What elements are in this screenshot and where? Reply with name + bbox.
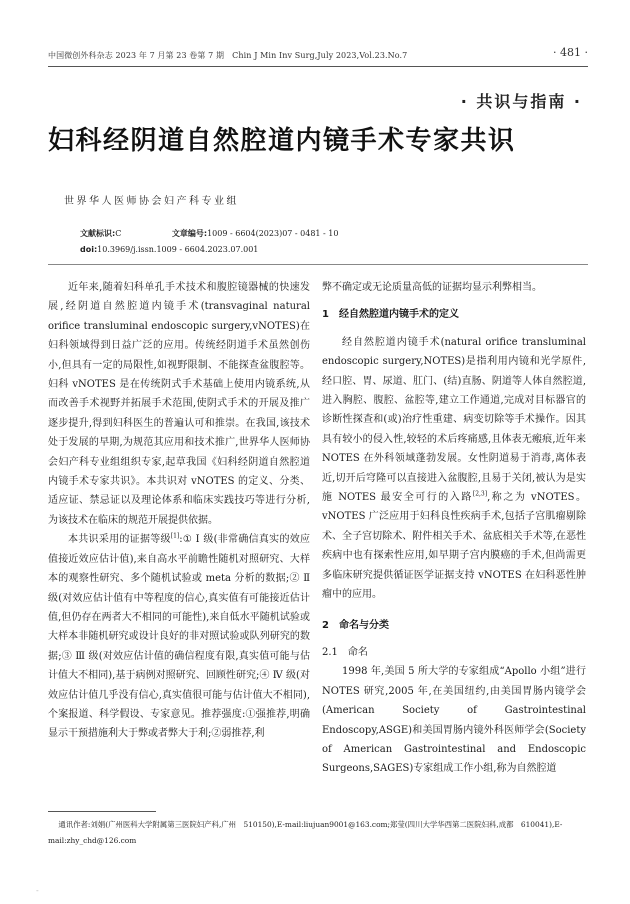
section-heading-2: 2 命名与分类 [322,619,389,631]
corresponding-author-footnote [48,817,588,849]
header-divider [48,66,588,67]
metadata-divider [48,264,588,265]
evidence-text-start: 本共识采用的证据等级 [68,534,171,546]
intro-paragraph: 近年来,随着妇科单孔手术技术和腹腔镜器械的快速发展,经阴道自然腔道内镜手术(transvaginal natural orifice transluminal endoscopic surgery,vNOTES)在妇科领域得到日益广泛的应用。传统经阴道手术虽然创伤小,但具有一定的局限性,如视野限制、不能探查盆腹腔等。妇科 vNOTES 是在传统阴式手术基础上使用内镜系统,从而改善手术视野并拓展手术范围,使阴式手术的开展及推广逐步提升,得到妇科医生的普遍认可和推崇。在我国,该技术处于发展的早期,为规范其应用和技术推广,世界华人医师协会妇产科专业组组织专家,起草我国《妇科经阴道自然腔道内镜手术专家共识》。本共识对 vNOTES 的定义、分类、适应证、禁忌证以及理论体系和临床实践技巧等进行分析,为该技术在临床的规范开展提供依据。 [48,282,310,526]
continued-paragraph: 弊不确定或无论质量高低的证据均显示利弊相当。 [322,282,542,293]
doi-label: doi: [80,245,98,254]
article-title: 妇科经阴道自然腔道内镜手术专家共识 [48,126,516,156]
definition-text-rest: ,称之为 vNOTES。vNOTES 广泛应用于妇科良性疾病手术,包括子宫肌瘤剔除术、全子宫切除术、附件相关手术、盆底相关手术等,在恶性疾病中也有探索性应用,如早期子宫内膜癌的手术,但尚需更多临床研究提供循证医学证据支持 vNOTES 在妇科恶性肿瘤中的应用。 [322,492,586,601]
article-no-label: 文章编号: [171,229,208,238]
page-corner-mark: - [36,886,39,895]
section-tag: · 共识与指南 · [460,92,582,111]
doi-value: 10.3969/j.issn.1009 - 6604.2023.07.001 [97,245,259,254]
subsection-heading-2-1: 2.1 命名 [322,646,368,658]
footnote-text: 通讯作者:刘娟(广州医科大学附属第三医院妇产科,广州 510150),E-mail:liujuan9001@163.com;郑莹(四川大学华西第二医院妇科,成都 610041),E-mail:zhy_chd@126.com [48,820,563,845]
metadata-row-doi [80,242,338,258]
article-no-value: 1009 - 6604(2023)07 - 0481 - 10 [207,229,339,238]
section-heading-1: 1 经自然腔道内镜手术的定义 [322,309,459,321]
definition-text-start: 经自然腔道内镜手术(natural orifice transluminal endoscopic surgery,NOTES)是指利用内镜和光学原件,经口腔、胃、尿道、肛门、(结)直肠、阴道等人体自然腔道,进入胸腔、腹腔、盆腔等,建立工作通道,完成对目标器官的诊断性探查和(或)治疗性重建、病变切除等手术操作。因其具有较小的侵入性,较轻的术后疼痛感,且体表无瘢痕,近年来 NOTES 在外科领域蓬勃发展。女性阴道易于消毒,离体表近,切开后穹隆可以直接进入盆腹腔,且易于关闭,被认为是实施 NOTES 最安全可行的入路 [322,336,586,504]
body-column-right [322,278,586,779]
citation-ref: [2,3] [472,490,488,498]
metadata-row-codes [80,226,338,242]
article-metadata [80,226,338,258]
footnote-divider [48,811,156,812]
page-number: · 481 · [553,46,588,59]
doc-code-label: 文献标识: [80,229,116,238]
definition-paragraph [322,333,586,605]
body-column-left [48,278,310,744]
evidence-paragraph [48,530,310,743]
author-group: 世界华人医师协会妇产科专业组 [64,196,239,207]
evidence-text-rest: :① Ⅰ 级(非常确信真实的效应值接近效应估计值),来自高水平前瞻性随机对照研究、大样本的观察性研究、多个随机试验或 meta 分析的数据;② Ⅱ 级(对效应估计值有中等程度的信心,真实值有可能接近估计值,但仍存在两者大不相同的可能性),来自低水平随机试验或大样本非随机研究或设计良好的非对照试验或队列研究的数据;③ Ⅲ 级(对效应估计值的确信程度有限,真实值可能与估计值大不相同),基于病例对照研究、回顾性研究;④ Ⅳ 级(对效应估计值几乎没有信心,真实值很可能与估计值大不相同),个案报道、科学假设、专家意见。推荐强度:①强推荐,明确显示干预措施利大于弊或者弊大于利;②弱推荐,利 [48,534,310,740]
doc-code-value: C [115,229,122,238]
citation-ref: [1] [170,532,180,540]
naming-paragraph: 1998 年,美国 5 所大学的专家组成“Apollo 小组”进行 NOTES 研究,2005 年,在美国纽约,由美国胃肠内镜学会(American Society of Gastrointestinal Endoscopy,ASGE)和美国胃肠内镜外科医师学会(Society of American Gastrointestinal and Endoscopic Surgeons,SAGES)专家组成工作小组,称为自然腔道 [322,666,586,775]
journal-citation: 中国微创外科杂志 2023 年 7 月第 23 卷第 7 期 Chin J Min Inv Surg,July 2023,Vol.23.No.7 [48,51,408,60]
